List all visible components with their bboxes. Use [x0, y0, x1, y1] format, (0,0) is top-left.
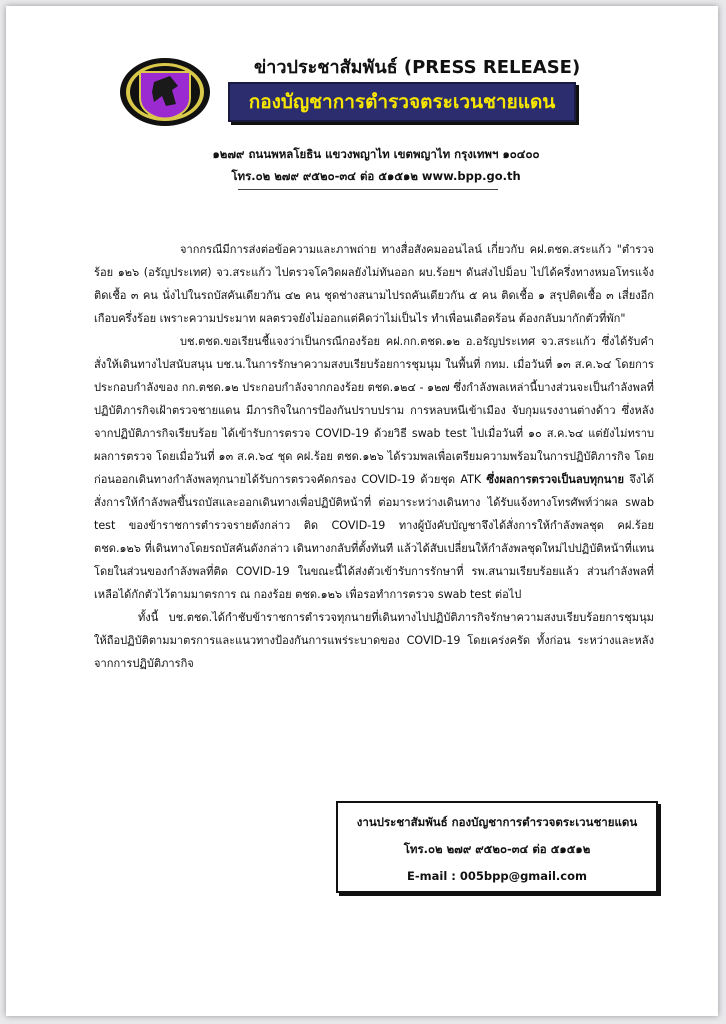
paragraph-2 — [94, 330, 654, 606]
paragraph-2-start: บช.ตชด.ขอเรียนชี้แจงว่าเป็นกรณีกองร้อย คฝ.กก.ตชด.๑๒ อ.อรัญประเทศ จว.สระแก้ว ซึ่งได้รับคำสั่งให้เดินทางไปสนับสนุน บช.น.ในการรักษาความสงบเรียบร้อยการชุมนุม ในพื้นที่ กทม. เมื่อวันที่ ๑๓ ส.ค.๖๔ โดยการประกอบกำลังของ กก.ตชด.๑๒ ประกอบกำลังจากกองร้อย ตชด.๑๒๔ - ๑๒๗ ซึ่งกำลังพลเหล่านี้บางส่วนจะเป็นกำลังพลที่ปฏิบัติภารกิจเฝ้าตรวจชายแดน มีภารกิจในการป้องกันปราบปราม การหลบหนีเข้าเมือง จับกุมแรงงานต่างด้าว ซึ่งหลังจากปฏิบัติภารกิจเรียบร้อย ได้เข้ารับการตรวจ COVID-19 ด้วยวิธี swab test ไปเมื่อวันที่ ๑๐ ส.ค.๖๔ แต่ยังไม่ทราบผลการตรวจ โดยเมื่อวันที่ ๑๓ ส.ค.๖๔ ชุด คฝ.ร้อย ตชด.๑๒๖ ได้รวมพลเพื่อเตรียมความพร้อมในการปฏิบัติภารกิจ โดยก่อนออกเดินทางกำลังพลทุกนายได้รับการตรวจคัดกรอง COVID-19 ด้วยชุด ATK — [94, 335, 654, 486]
signature-email: E-mail : 005bpp@gmail.com — [407, 869, 587, 883]
paragraph-2-emphasis: ซึ่งผลการตรวจเป็นลบทุกนาย — [486, 473, 625, 486]
signature-org: งานประชาสัมพันธ์ กองบัญชาการตำรวจตระเวนชายแดน — [356, 815, 638, 829]
signature-box — [336, 801, 658, 893]
page-title: ข่าวประชาสัมพันธ์ (PRESS RELEASE) — [254, 57, 581, 78]
address-line: ๑๒๗๙ ถนนพหลโยธิน แขวงพญาไท เขตพญาไท กรุงเทพฯ ๑๐๔๐๐ — [212, 147, 540, 161]
document-page — [6, 6, 718, 1016]
bpp-logo — [118, 56, 212, 128]
paragraph-2-end: จึงได้สั่งการให้กำลังพลขึ้นรถบัสและออกเดินทางเพื่อปฏิบัติหน้าที่ ต่อมาระหว่างเดินทาง ได้รับแจ้งทางโทรศัพท์ว่าผล swab test ของข้าราชการตำรวจรายดังกล่าว ติด COVID-19 ทางผู้บังคับบัญชาจึงได้สั่งการให้กำลังพลชุด คฝ.ร้อย ตชด.๑๒๖ ที่เดินทางโดยรถบัสคันดังกล่าว เดินทางกลับที่ตั้งทันที แล้วได้สับเปลี่ยนให้กำลังพลชุดใหม่ไปปฏิบัติหน้าที่แทน โดยในส่วนของกำลังพลที่ติด COVID-19 ในขณะนี้ได้ส่งตัวเข้ารับการรักษาที่ รพ.สนามเรียบร้อยแล้ว ส่วนกำลังพลที่เหลือได้กักตัวไว้ตามมาตรการ ณ กองร้อย ตชด.๑๒๖ เพื่อรอทำการตรวจ swab test ต่อไป — [94, 473, 654, 601]
paragraph-1: จากกรณีมีการส่งต่อข้อความและภาพถ่าย ทางสื่อสังคมออนไลน์ เกี่ยวกับ คฝ.ตชด.สระแก้ว "ตำรวจร้อย ๑๒๖ (อรัญประเทศ) จว.สระแก้ว ไปตรวจโควิดผลยังไม่ทันออก ผบ.ร้อยฯ ดันส่งไปม็อบ ไปได้ครึ่งทางหมอโทรแจ้งติดเชื้อ ๓ คน นั่งไปในรถบัสคันเดียวกัน ๔๒ คน ชุดช่างสนามไปรถคันเดียวกัน ๕ คน ติดเชื้อ ๑ สรุปติดเชื้อ ๓ เสี่ยงอีกเกือบครึ่งร้อย เพราะความประมาท ผลตรวจยังไม่ออกแต่คิดว่าไม่เป็นไร ทำเพื่อนเดือดร้อน ต้องกลับมากักตัวที่พัก" — [94, 243, 654, 325]
contact-line: โทร.๐๒ ๒๗๙ ๙๕๒๐-๓๔ ต่อ ๕๑๕๑๒ www.bpp.go.th — [231, 169, 521, 183]
press-body — [94, 238, 654, 675]
organization-banner: กองบัญชาการตำรวจตระเวนชายแดน — [228, 82, 576, 122]
signature-phone: โทร.๐๒ ๒๗๙ ๙๕๒๐-๓๔ ต่อ ๕๑๕๑๒ — [403, 842, 591, 856]
header-divider — [238, 189, 498, 190]
paragraph-3: ทั้งนี้ บช.ตชด.ได้กำชับข้าราชการตำรวจทุกนายที่เดินทางไปปฏิบัติภารกิจรักษาความสงบเรียบร้อยการชุมนุม ให้ถือปฏิบัติตามมาตรการและแนวทางป้องกันการแพร่ระบาดของ COVID-19 โดยเคร่งครัด ทั้งก่อน ระหว่างและหลังจากการปฏิบัติภารกิจ — [94, 611, 654, 670]
